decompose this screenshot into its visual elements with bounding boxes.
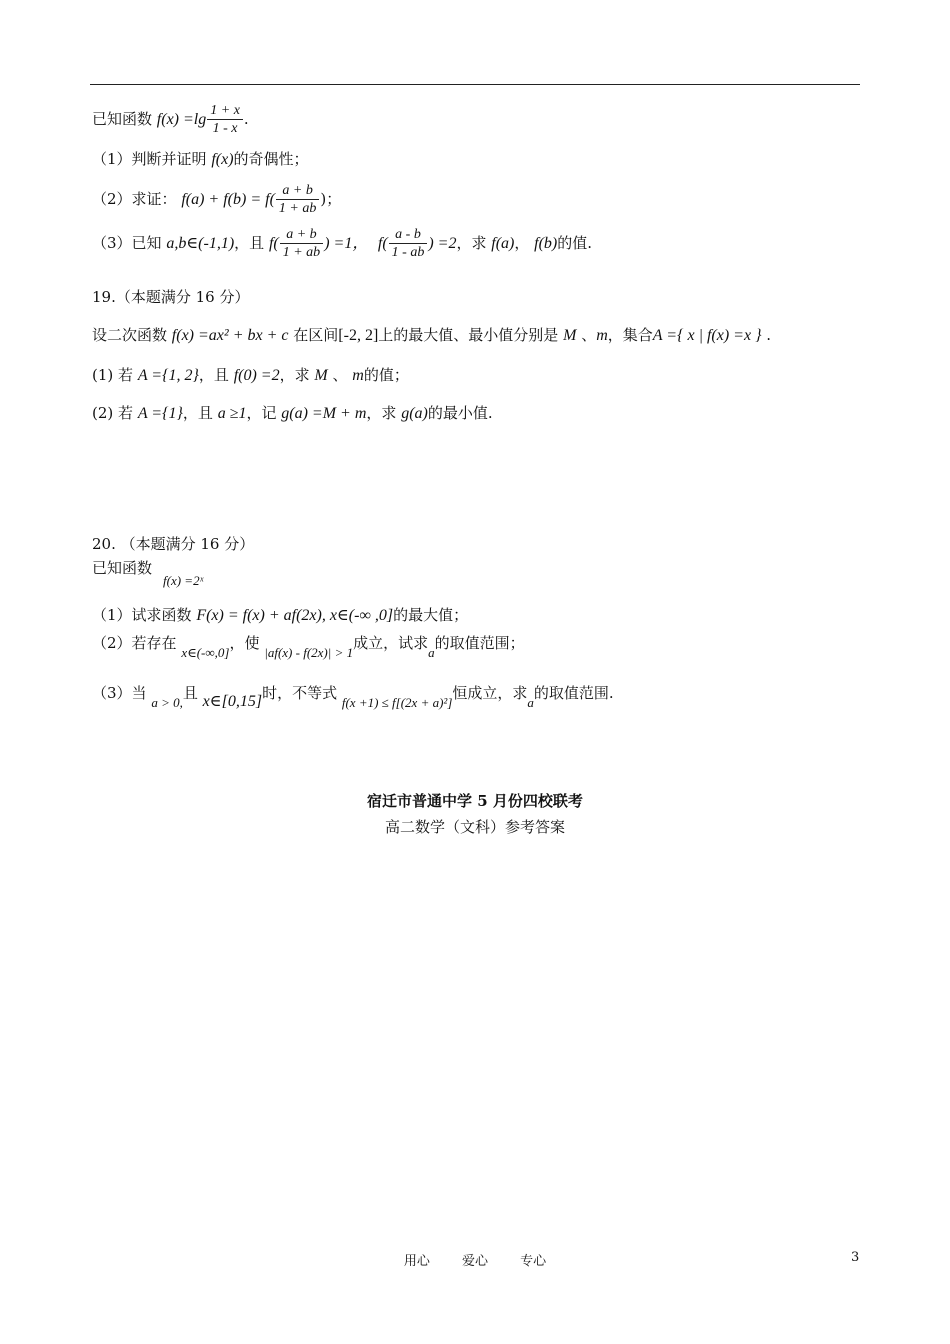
math-expr: A ={1, 2} (137, 367, 199, 384)
part-text: 且 (182, 684, 198, 702)
math-expr: m (352, 367, 364, 384)
footer-word: 用心 (403, 1254, 430, 1269)
part-label: （2）若存在 (92, 634, 177, 652)
q18-intro-end: . (243, 110, 249, 128)
part-text: 成立，试求 (353, 634, 429, 652)
part-text: 时，不等式 (262, 684, 338, 702)
math-expr: a ≥1 (217, 405, 247, 422)
part-text: ，且 (182, 404, 213, 422)
math-expr: [-2, 2] (338, 327, 379, 344)
part-label: (2) 若 (92, 404, 134, 422)
stem-text: 在区间 (293, 326, 339, 344)
math-expr: |af(x) - f(2x)| > 1 (264, 645, 354, 660)
intro-text: 已知函数 (92, 559, 153, 577)
q18-part1 (92, 152, 309, 168)
math-expr: A ={ x | f(x) =x } (652, 327, 762, 344)
fraction-numerator: a + b (280, 228, 323, 244)
part-label: （3）已知 (92, 234, 162, 252)
answer-title: 宿迁市普通中学 5 月份四校联考 (367, 792, 583, 810)
q20-part3 (92, 684, 614, 710)
q20-intro (92, 561, 152, 576)
q20-intro-func: f(x) =2ˣ (163, 573, 204, 588)
math-expr: f(x) =ax² + bx + c (171, 327, 289, 344)
math-expr: M (563, 327, 577, 344)
stem-text: 上的最大值、最小值分别是 (378, 326, 559, 344)
q20-part1 (92, 608, 468, 624)
math-expr: M (314, 367, 328, 384)
part-text: 恒成立，求 (452, 684, 528, 702)
math-expr: a (527, 695, 534, 710)
stem-text: . (766, 326, 772, 344)
q18-intro-func: f(x) =lg (156, 111, 207, 128)
math-expr: f( (268, 235, 279, 252)
part-label: （3）当 (92, 684, 147, 702)
part-label: (1) 若 (92, 366, 134, 384)
part-text: 的取值范围； (434, 634, 525, 652)
part-text: ，使 (229, 634, 260, 652)
math-expr: g(a) =M + m (281, 405, 367, 422)
q19-part2 (92, 406, 493, 422)
math-expr: a,b∈(-1,1) (166, 235, 235, 252)
math-expr: F(x) = f(x) + af(2x), x∈(-∞ ,0] (196, 607, 394, 624)
footer-word: 爱心 (461, 1254, 488, 1269)
part-text: ，求 (279, 366, 310, 384)
math-expr: f(a) (491, 235, 515, 252)
math-expr: f( (377, 235, 388, 252)
part-text: ，且 (198, 366, 229, 384)
q19-heading: 19.（本题满分 16 分） (92, 288, 250, 306)
math-expr: f(x) (211, 151, 234, 168)
math-expr: f(a) + f(b) = f( (181, 191, 275, 208)
fraction-denominator: 1 - x (212, 121, 238, 136)
part-label: （1）试求函数 (92, 606, 192, 624)
math-expr: a (428, 645, 435, 660)
part-text: 的最大值； (393, 606, 469, 624)
page-number: 3 (851, 1250, 860, 1265)
part-text: ，求 (366, 404, 397, 422)
math-expr: ) =1， (324, 235, 369, 252)
part-text: 的值. (557, 234, 593, 252)
part-label: （2）求证： (92, 190, 177, 208)
fraction-denominator: 1 + ab (282, 245, 321, 260)
header-rule (90, 84, 860, 85)
fraction-numerator: a + b (276, 184, 319, 200)
math-expr: ) =2 (428, 235, 457, 252)
fraction-denominator: 1 + ab (278, 201, 317, 216)
part-text: ，且 (234, 234, 265, 252)
math-expr: f(x +1) ≤ f[(2x + a)²] (341, 695, 453, 710)
part-text: ，记 (246, 404, 277, 422)
math-expr: x∈[0,15] (202, 693, 263, 710)
part-label: （1）判断并证明 (92, 150, 207, 168)
part-text: 的取值范围. (533, 684, 614, 702)
math-expr: a > 0, (151, 695, 183, 710)
q18-intro-text: 已知函数 (92, 110, 153, 128)
math-expr: f(b) (534, 235, 558, 252)
footer (0, 1250, 950, 1269)
part-text: 的最小值. (427, 404, 493, 422)
math-expr: A ={1} (137, 405, 183, 422)
math-expr: m (596, 327, 608, 344)
q18-part2 (92, 184, 341, 216)
q18-part3 (92, 228, 592, 260)
fraction-denominator: 1 - ab (391, 245, 425, 260)
math-expr: x∈(-∞,0] (181, 645, 230, 660)
q19-stem (92, 328, 771, 344)
part-text: 、 (332, 366, 348, 384)
q20-heading: 20. （本题满分 16 分） (92, 535, 255, 553)
part-text: )； (320, 190, 342, 208)
q18-part2-fraction (276, 184, 319, 216)
math-expr: f(0) =2 (233, 367, 280, 384)
part-text: 的奇偶性； (233, 150, 309, 168)
answer-subtitle: 高二数学（文科）参考答案 (384, 818, 565, 836)
part-text: ， (514, 234, 530, 252)
q18-intro (92, 104, 249, 136)
part-text: 的值； (363, 366, 409, 384)
q18-part3-fraction-2 (389, 228, 428, 260)
fraction-numerator: a - b (389, 228, 428, 244)
stem-text: ，集合 (607, 326, 653, 344)
q19-part1 (92, 368, 409, 384)
fraction-numerator: 1 + x (207, 104, 243, 120)
stem-text: 、 (581, 326, 597, 344)
math-expr: g(a) (401, 405, 428, 422)
stem-text: 设二次函数 (92, 326, 168, 344)
footer-word: 专心 (520, 1254, 547, 1269)
q18-part3-fraction-1 (280, 228, 323, 260)
q20-part2 (92, 634, 525, 660)
part-text: ，求 (456, 234, 487, 252)
q18-intro-fraction (207, 104, 243, 136)
